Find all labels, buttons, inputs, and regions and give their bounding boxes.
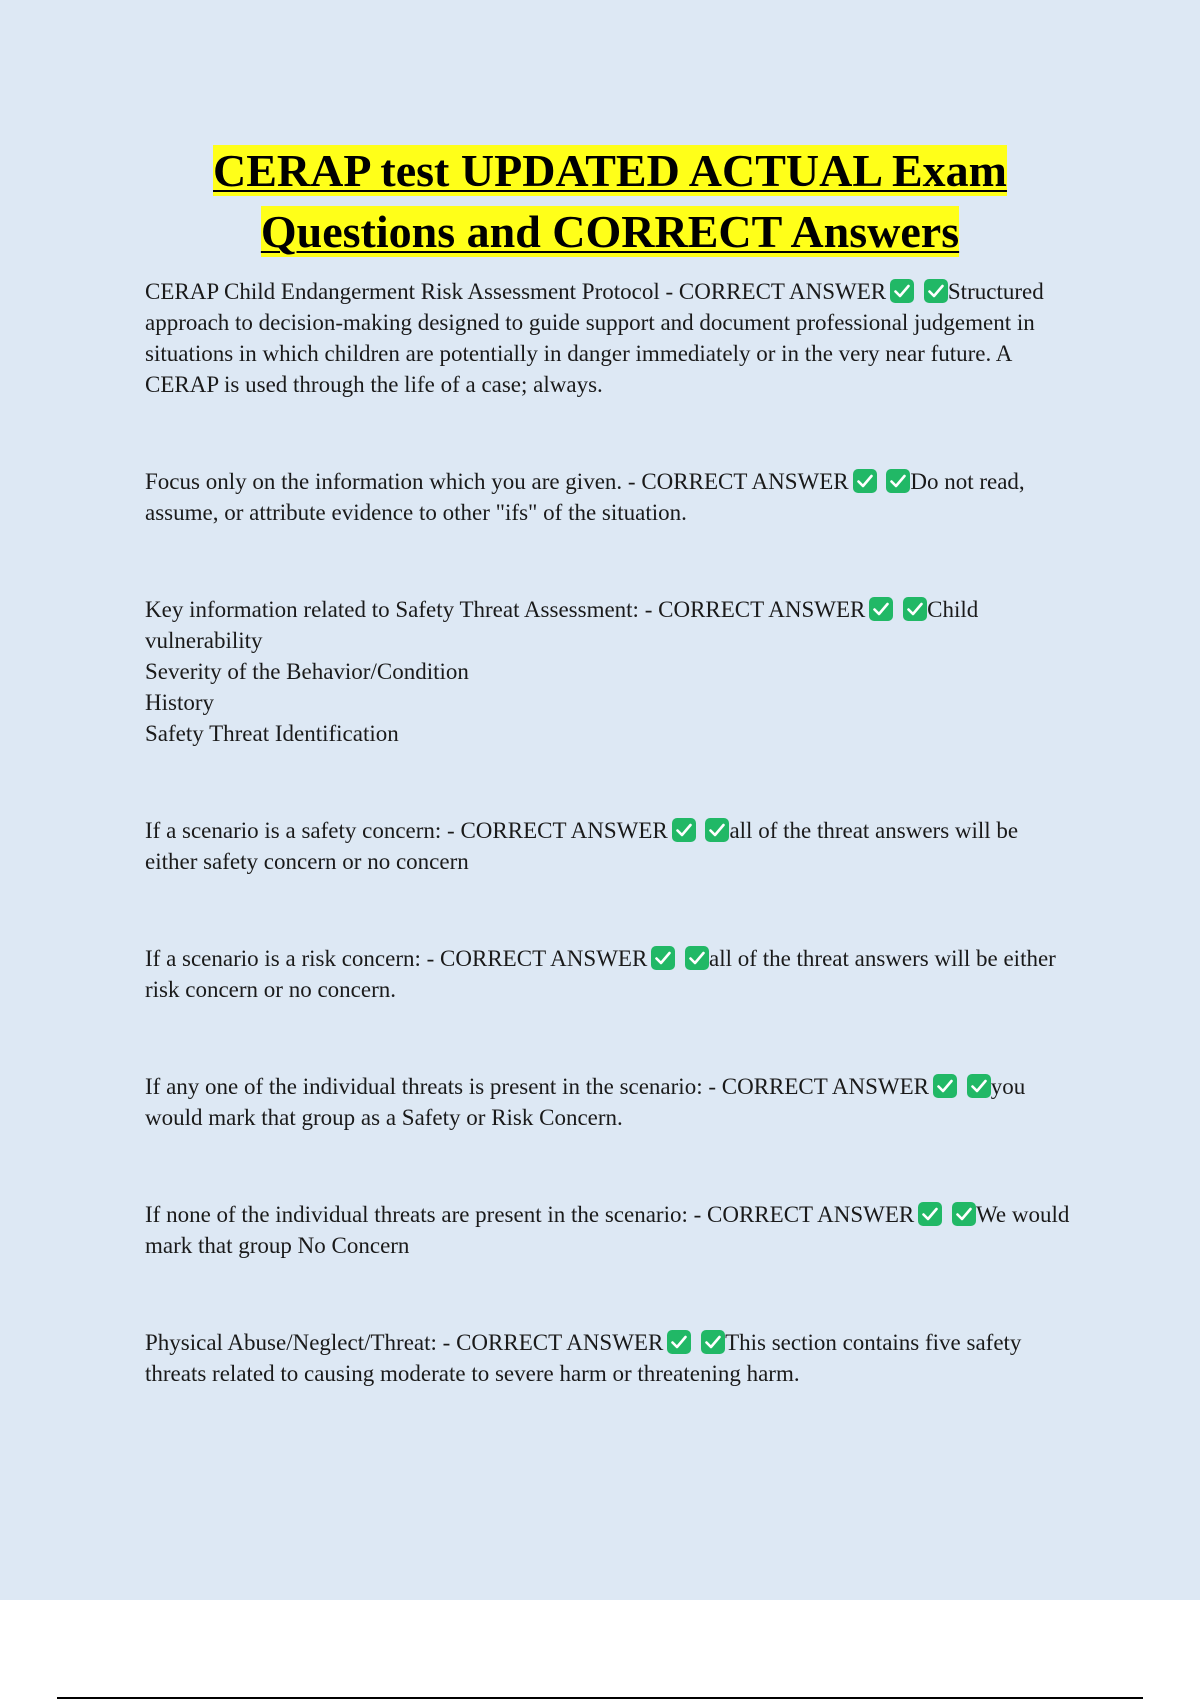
green-check-box-icon	[952, 1202, 976, 1226]
qa-paragraph	[145, 276, 1075, 400]
question-text: Key information related to Safety Threat Assessment:	[145, 597, 639, 622]
correct-answer-label: - CORRECT ANSWER	[693, 1202, 915, 1227]
green-check-box-icon	[886, 469, 910, 493]
green-check-box-icon	[701, 1330, 725, 1354]
correct-answer-label: - CORRECT ANSWER	[665, 279, 887, 304]
qa-list	[145, 276, 1075, 1389]
question-text: CERAP Child Endangerment Risk Assessment Protocol	[145, 279, 660, 304]
item-spacer	[145, 877, 1075, 943]
answer-text: Do not read, assume, or attribute evidence to other "ifs" of the situation.	[145, 469, 1025, 525]
answer-text: all of the threat answers will be either risk concern or no concern.	[145, 946, 1056, 1002]
correct-answer-label: - CORRECT ANSWER	[708, 1074, 929, 1099]
green-check-box-icon	[918, 1202, 942, 1226]
answer-continuation-line: Safety Threat Identification	[145, 721, 399, 746]
green-check-box-icon	[853, 469, 877, 493]
answer-text: you would mark that group as a Safety or Risk Concern.	[145, 1074, 1026, 1130]
green-check-box-icon	[667, 1330, 691, 1354]
answer-continuation-line: Severity of the Behavior/Condition	[145, 659, 469, 684]
answer-text: We would mark that group No Concern	[145, 1202, 1070, 1258]
green-check-box-icon	[672, 818, 696, 842]
qa-paragraph	[145, 943, 1075, 1005]
green-check-box-icon	[685, 946, 709, 970]
item-spacer	[145, 1005, 1075, 1071]
green-check-box-icon	[924, 279, 948, 303]
qa-paragraph	[145, 1199, 1075, 1261]
qa-paragraph	[145, 815, 1075, 877]
qa-item	[145, 943, 1075, 1005]
qa-paragraph	[145, 594, 1075, 656]
qa-paragraph	[145, 466, 1075, 528]
correct-answer-label: - CORRECT ANSWER	[442, 1330, 664, 1355]
answer-text: Child vulnerability	[145, 597, 979, 653]
correct-answer-label: - CORRECT ANSWER	[644, 597, 866, 622]
green-check-box-icon	[651, 946, 675, 970]
green-check-box-icon	[869, 597, 893, 621]
item-spacer	[145, 528, 1075, 594]
green-check-box-icon	[933, 1074, 957, 1098]
answer-text: Structured approach to decision-making designed to guide support and document professional judgement in situations in which children are potentially in danger immediately or in the very near future. A CERAP is used through the life of a case; always.	[145, 279, 1044, 397]
qa-item	[145, 1071, 1075, 1133]
qa-item	[145, 815, 1075, 877]
item-spacer	[145, 1133, 1075, 1199]
green-check-box-icon	[903, 597, 927, 621]
answer-text: This section contains five safety threats related to causing moderate to severe harm or threatening harm.	[145, 1330, 1022, 1386]
green-check-box-icon	[890, 279, 914, 303]
qa-item	[145, 466, 1075, 528]
correct-answer-label: - CORRECT ANSWER	[627, 469, 849, 494]
green-check-box-icon	[967, 1074, 991, 1098]
green-check-box-icon	[705, 818, 729, 842]
item-spacer	[145, 400, 1075, 466]
qa-paragraph	[145, 1327, 1075, 1389]
document-content	[145, 140, 1075, 1389]
question-text: If a scenario is a safety concern:	[145, 818, 442, 843]
item-spacer	[145, 1261, 1075, 1327]
document-title: CERAP test UPDATED ACTUAL Exam Questions and CORRECT Answers	[213, 145, 1007, 257]
question-text: If a scenario is a risk concern:	[145, 946, 421, 971]
answer-text: all of the threat answers will be either safety concern or no concern	[145, 818, 1019, 874]
answer-continuation-line: History	[145, 690, 214, 715]
item-spacer	[145, 749, 1075, 815]
qa-item	[145, 1327, 1075, 1389]
question-text: If any one of the individual threats is present in the scenario:	[145, 1074, 703, 1099]
footer-rule	[57, 1697, 1143, 1699]
qa-item	[145, 1199, 1075, 1261]
question-text: Physical Abuse/Neglect/Threat:	[145, 1330, 437, 1355]
correct-answer-label: - CORRECT ANSWER	[426, 946, 648, 971]
question-text: If none of the individual threats are present in the scenario:	[145, 1202, 688, 1227]
question-text: Focus only on the information which you are given.	[145, 469, 623, 494]
qa-item	[145, 594, 1075, 749]
qa-paragraph	[145, 1071, 1075, 1133]
correct-answer-label: - CORRECT ANSWER	[447, 818, 668, 843]
qa-item	[145, 276, 1075, 400]
